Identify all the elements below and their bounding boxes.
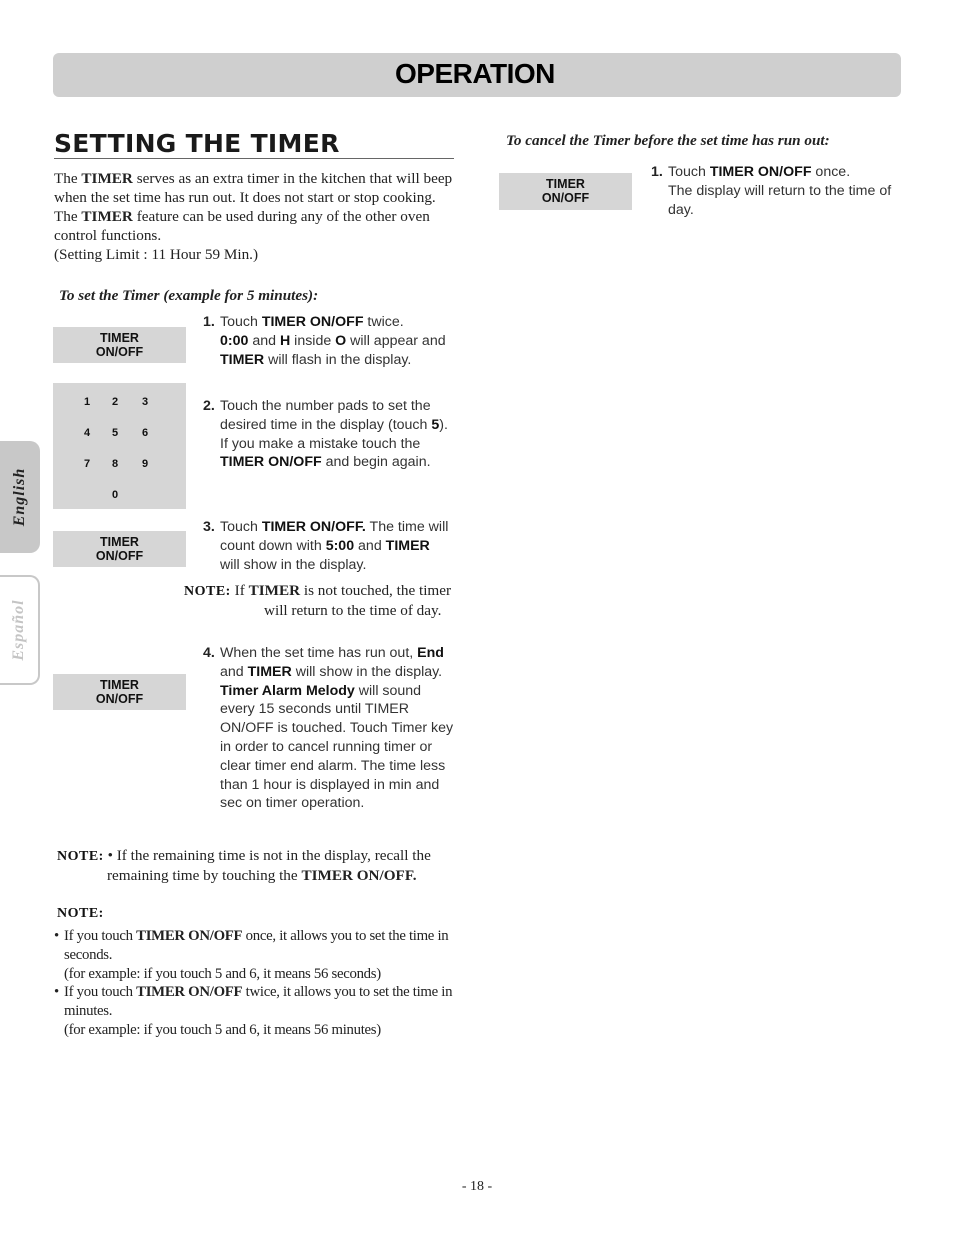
keypad-key-6: 6 bbox=[142, 427, 149, 439]
list-item: • If you touch TIMER ON/OFF once, it allows you to set the time in seconds. (for example: if you touch 5 and 6, it means 56 seconds) bbox=[54, 927, 454, 983]
keypad-key-2: 2 bbox=[112, 396, 119, 408]
tab-english[interactable] bbox=[0, 441, 40, 553]
keypad-key-4: 4 bbox=[84, 427, 91, 439]
title-divider bbox=[54, 158, 454, 159]
section-title: SETTING THE TIMER bbox=[54, 129, 340, 158]
note-label: NOTE: bbox=[57, 906, 104, 921]
timer-on-off-key: TIMER ON/OFF bbox=[53, 531, 186, 567]
page-number: - 18 - bbox=[461, 1179, 493, 1194]
note-2-heading bbox=[57, 903, 104, 923]
setting-limit: (Setting Limit : 11 Hour 59 Min.) bbox=[54, 246, 259, 263]
step-2: 2. Touch the number pads to set the desired time in the display (touch 5). If you make a mistake touch the TIMER ON/OFF and begin again. bbox=[203, 398, 448, 471]
tab-espanol[interactable] bbox=[0, 575, 40, 685]
step-1: 1. Touch TIMER ON/OFF twice. 0:00 and H inside O will appear and TIMER will flash in the display. bbox=[203, 314, 446, 368]
number-keypad bbox=[53, 383, 186, 509]
step-3: 3. Touch TIMER ON/OFF. The time will count down with 5:00 and TIMER will show in the display. bbox=[203, 519, 449, 573]
keypad-key-9: 9 bbox=[142, 458, 149, 470]
timer-on-off-key: TIMER ON/OFF bbox=[499, 173, 632, 210]
keypad-key-8: 8 bbox=[112, 458, 119, 470]
timer-on-off-key: TIMER ON/OFF bbox=[53, 674, 186, 710]
keypad-key-3: 3 bbox=[142, 396, 149, 408]
set-timer-heading: To set the Timer (example for 5 minutes): bbox=[59, 287, 319, 304]
page-title: OPERATION bbox=[395, 58, 555, 89]
keypad-key-5: 5 bbox=[112, 427, 119, 439]
note-remaining-time: NOTE: • If the remaining time is not in the display, recall the remaining time by touching the TIMER ON/OFF. bbox=[57, 847, 431, 884]
keypad-key-7: 7 bbox=[84, 458, 91, 470]
step-4: 4. When the set time has run out, End and TIMER will show in the display. Timer Alarm Melody will sound every 15 seconds until TIMER ON/OFF is touched. Touch Timer key in order to cancel running timer or clear timer end alarm. The time less than 1 hour is displayed in min and sec on timer operation. bbox=[203, 645, 454, 812]
cancel-step-1: 1. Touch TIMER ON/OFF once. The display will return to the time of day. bbox=[651, 164, 892, 218]
tab-espanol-label: Español bbox=[10, 599, 27, 661]
header-bar bbox=[53, 53, 901, 97]
timer-on-off-key: TIMER ON/OFF bbox=[53, 327, 186, 363]
note-label: NOTE: bbox=[57, 849, 104, 864]
tab-english-label: English bbox=[11, 467, 28, 527]
cancel-timer-heading: To cancel the Timer before the set time has run out: bbox=[506, 132, 830, 149]
intro-paragraph: The TIMER serves as an extra timer in the kitchen that will beep when the set time has run out. It does not start or stop cooking. The TIMER feature can be used during any of the other oven control functions. (Setting Limit : 11 Hour 59 Min.) bbox=[54, 169, 456, 264]
keypad-key-0: 0 bbox=[112, 489, 119, 501]
step-3-note: NOTE: If TIMER is not touched, the timer will return to the time of day. bbox=[184, 582, 452, 619]
list-item: • If you touch TIMER ON/OFF twice, it allows you to set the time in minutes. (for example: if you touch 5 and 6, it means 56 minutes) bbox=[54, 983, 454, 1039]
keypad-key-1: 1 bbox=[84, 396, 91, 408]
note-label: NOTE: bbox=[184, 584, 231, 599]
note-2-bullets bbox=[54, 927, 454, 1040]
